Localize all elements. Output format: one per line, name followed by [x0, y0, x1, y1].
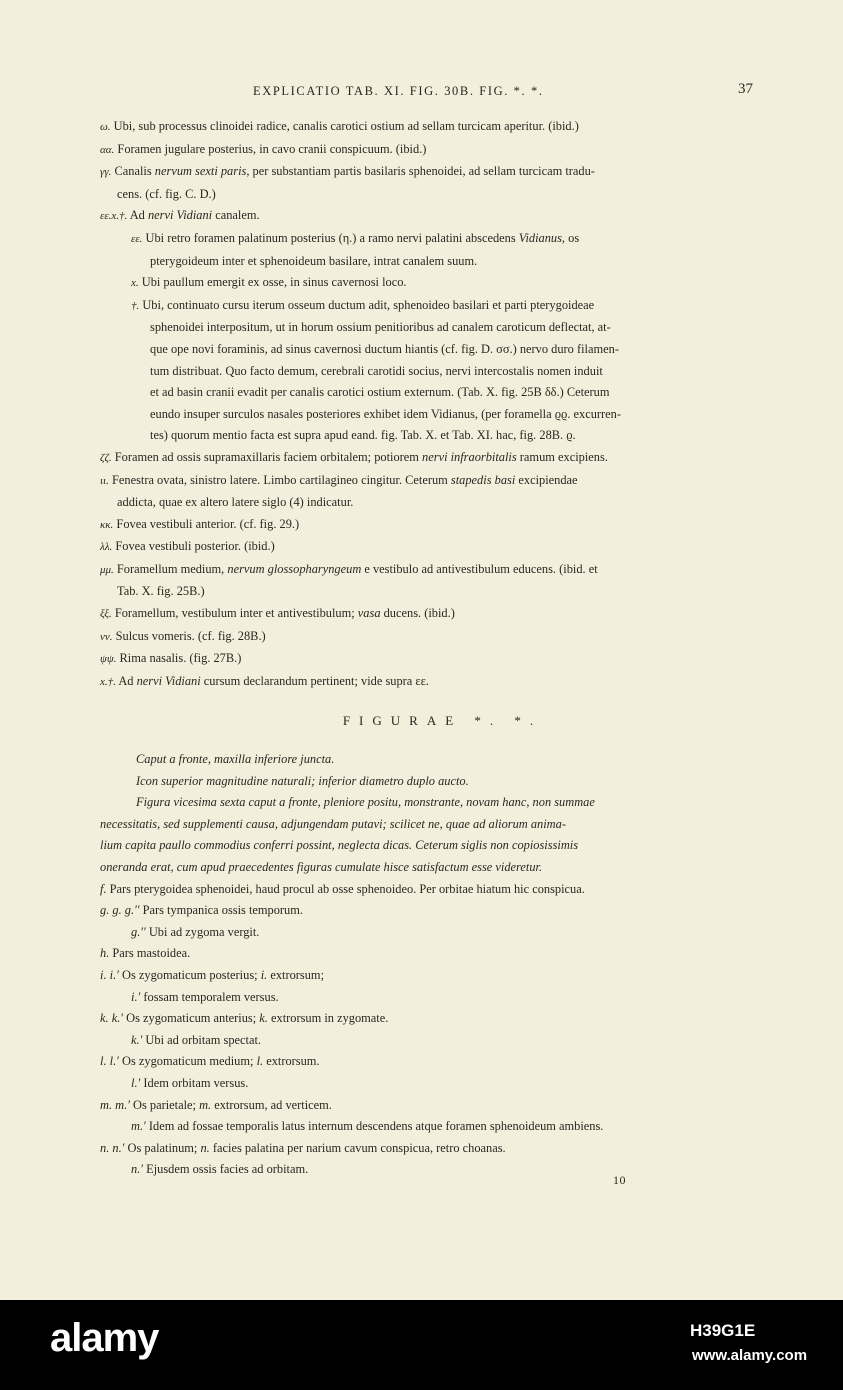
figurae-heading: FIGURAE *. *. — [342, 713, 543, 729]
figurae-item-g: g. g. g.′′ Pars tympanica ossis temporum. — [100, 903, 303, 918]
watermark-image-id: H39G1E — [690, 1321, 756, 1340]
figurae-item-h: h. Pars mastoidea. — [100, 946, 191, 961]
figurae-paragraph-line: lium capita paullo commodius conferri possint, neglecta dicas. Ceterum siglis non copiosissimis — [100, 838, 579, 853]
entry-mu: μμ. Foramellum medium, nervum glossopharyngeum e vestibulo ad antivestibulum educens. (ibid. et — [100, 561, 598, 576]
entry-epsilon: εε. Ubi retro foramen palatinum posterius (η.) a ramo nervi palatini abscedens Vidianus, os — [131, 230, 580, 245]
figurae-item-l-sub: l.′ Idem orbitam versus. — [131, 1075, 249, 1090]
entry-dagger-line: tes) quorum mentio facta est supra apud eand. fig. Tab. X. et Tab. XI. hac, fig. 28B. ϱ. — [150, 428, 576, 443]
entry-xi: ξξ. Foramellum, vestibulum inter et antivestibulum; vasa ducens. (ibid.) — [100, 606, 455, 621]
figurae-item-i-sub: i.′ fossam temporalem versus. — [131, 989, 279, 1004]
entry-zeta: ζζ. Foramen ad ossis supramaxillaris faciem orbitalem; potiorem nervi infraorbitalis ramum excipiens. — [100, 449, 608, 464]
entry-nu: νν. Sulcus vomeris. (cf. fig. 28B.) — [100, 628, 266, 643]
figurae-item-n-sub: n.′ Ejusdem ossis facies ad orbitam. — [131, 1162, 309, 1177]
running-title: EXPLICATIO TAB. XI. FIG. 30B. FIG. *. *. — [253, 84, 544, 98]
figurae-item-g-sub: g.′′ Ubi ad zygoma vergit. — [131, 924, 260, 939]
page-number: 37 — [738, 81, 753, 97]
figurae-caption-1: Caput a fronte, maxilla inferiore juncta. — [136, 752, 335, 767]
figurae-item-l: l. l.′ Os zygomaticum medium; l. extrorsum. — [100, 1054, 320, 1069]
watermark-url: www.alamy.com — [692, 1347, 808, 1364]
figurae-item-n: n. n.′ Os palatinum; n. facies palatina per narium cavum conspicua, retro choanas. — [100, 1140, 506, 1155]
entry-epsilon-cont: pterygoideum inter et sphenoideum basilare, intrat canalem suum. — [150, 253, 478, 268]
entry-mu-cont: Tab. X. fig. 25B.) — [117, 584, 205, 599]
entry-dagger-line: eundo insuper surculos nasales posteriores exhibet idem Vidianus, (per foramella ϱϱ. excurren- — [150, 406, 621, 421]
entry-dagger-line: tum distribuat. Quo facto demum, cerebrali carotidi socius, nervi intercostalis nomen induit — [150, 363, 603, 378]
watermark-logo: alamy — [50, 1316, 159, 1360]
figurae-paragraph-line: oneranda erat, cum apud praecedentes figuras cumulate hisce satisfactum esse videretur. — [100, 860, 543, 874]
entry-iota-cont: addicta, quae ex altero latere siglo (4) indicatur. — [117, 495, 354, 510]
entry-iota: ιι. Fenestra ovata, sinistro latere. Limbo cartilagineo cingitur. Ceterum stapedis basi excipiendae — [100, 472, 578, 487]
entry-psi: ψψ. Rima nasalis. (fig. 27B.) — [100, 651, 242, 666]
figurae-paragraph-line: Figura vicesima sexta caput a fronte, pleniore positu, monstrante, novam hanc, non summae — [136, 795, 595, 810]
figurae-item-f: f. Pars pterygoidea sphenoidei, haud procul ab osse sphenoideo. Per orbitae hiatum hic conspicua. — [100, 881, 585, 896]
entry-dagger-line: que ope novi foraminis, ad sinus cavernosi ductum hiantis (cf. fig. D. σσ.) nervo duro filamen- — [150, 341, 619, 356]
entry-gamma: γγ. Canalis nervum sexti paris, per substantiam partis basilaris sphenoidei, ad sellam turcicam tradu- — [100, 164, 595, 179]
page-header — [0, 81, 843, 104]
figurae-item-i: i. i.′ Os zygomaticum posterius; i. extrorsum; — [100, 967, 325, 982]
entry-x: x. Ubi paullum emergit ex osse, in sinus cavernosi loco. — [131, 275, 407, 290]
signature-mark: 10 — [613, 1173, 626, 1187]
entry-dagger-line: sphenoidei interpositum, ut in horum ossium penitioribus ad canalem caroticum deflectat, at- — [150, 320, 611, 335]
entry-kappa: κκ. Fovea vestibuli anterior. (cf. fig. 29.) — [100, 516, 300, 531]
entry-alpha: αα. Foramen jugulare posterius, in cavo cranii conspicuum. (ibid.) — [100, 141, 427, 156]
entry-omega: ω. Ubi, sub processus clinoidei radice, canalis carotici ostium ad sellam turcicam aperitur. (ibid.) — [100, 119, 579, 133]
figurae-item-k-sub: k.′ Ubi ad orbitam spectat. — [131, 1032, 262, 1047]
figurae-item-m: m. m.′ Os parietale; m. extrorsum, ad verticem. — [100, 1097, 332, 1112]
entry-epsilon-group: εε.x.†. Ad nervi Vidiani canalem. — [100, 208, 260, 223]
entry-x-dagger: x.†. Ad nervi Vidiani cursum declarandum pertinent; vide supra εε. — [100, 673, 429, 688]
page-body — [100, 116, 760, 1181]
entry-lambda: λλ. Fovea vestibuli posterior. (ibid.) — [100, 539, 275, 554]
figurae-caption-2: Icon superior magnitudine naturali; inferior diametro duplo aucto. — [136, 773, 469, 788]
figurae-item-k: k. k.′ Os zygomaticum anterius; k. extrorsum in zygomate. — [100, 1011, 389, 1026]
figurae-item-m-sub: m.′ Idem ad fossae temporalis latus internum descendens atque foramen sphenoideum ambiens. — [131, 1119, 604, 1134]
figurae-paragraph-line: necessitatis, sed supplementi causa, adjungendam putavi; scilicet ne, quae ad aliorum anima- — [100, 816, 566, 831]
entry-gamma-cont: cens. (cf. fig. C. D.) — [117, 186, 216, 201]
entry-dagger: †. Ubi, continuato cursu iterum osseum ductum adit, sphenoideo basilari et parti pterygoideae — [131, 297, 595, 312]
entry-dagger-line: et ad basin cranii evadit per canalis carotici ostium externum. (Tab. X. fig. 25B δδ.) Ceterum — [150, 385, 610, 400]
